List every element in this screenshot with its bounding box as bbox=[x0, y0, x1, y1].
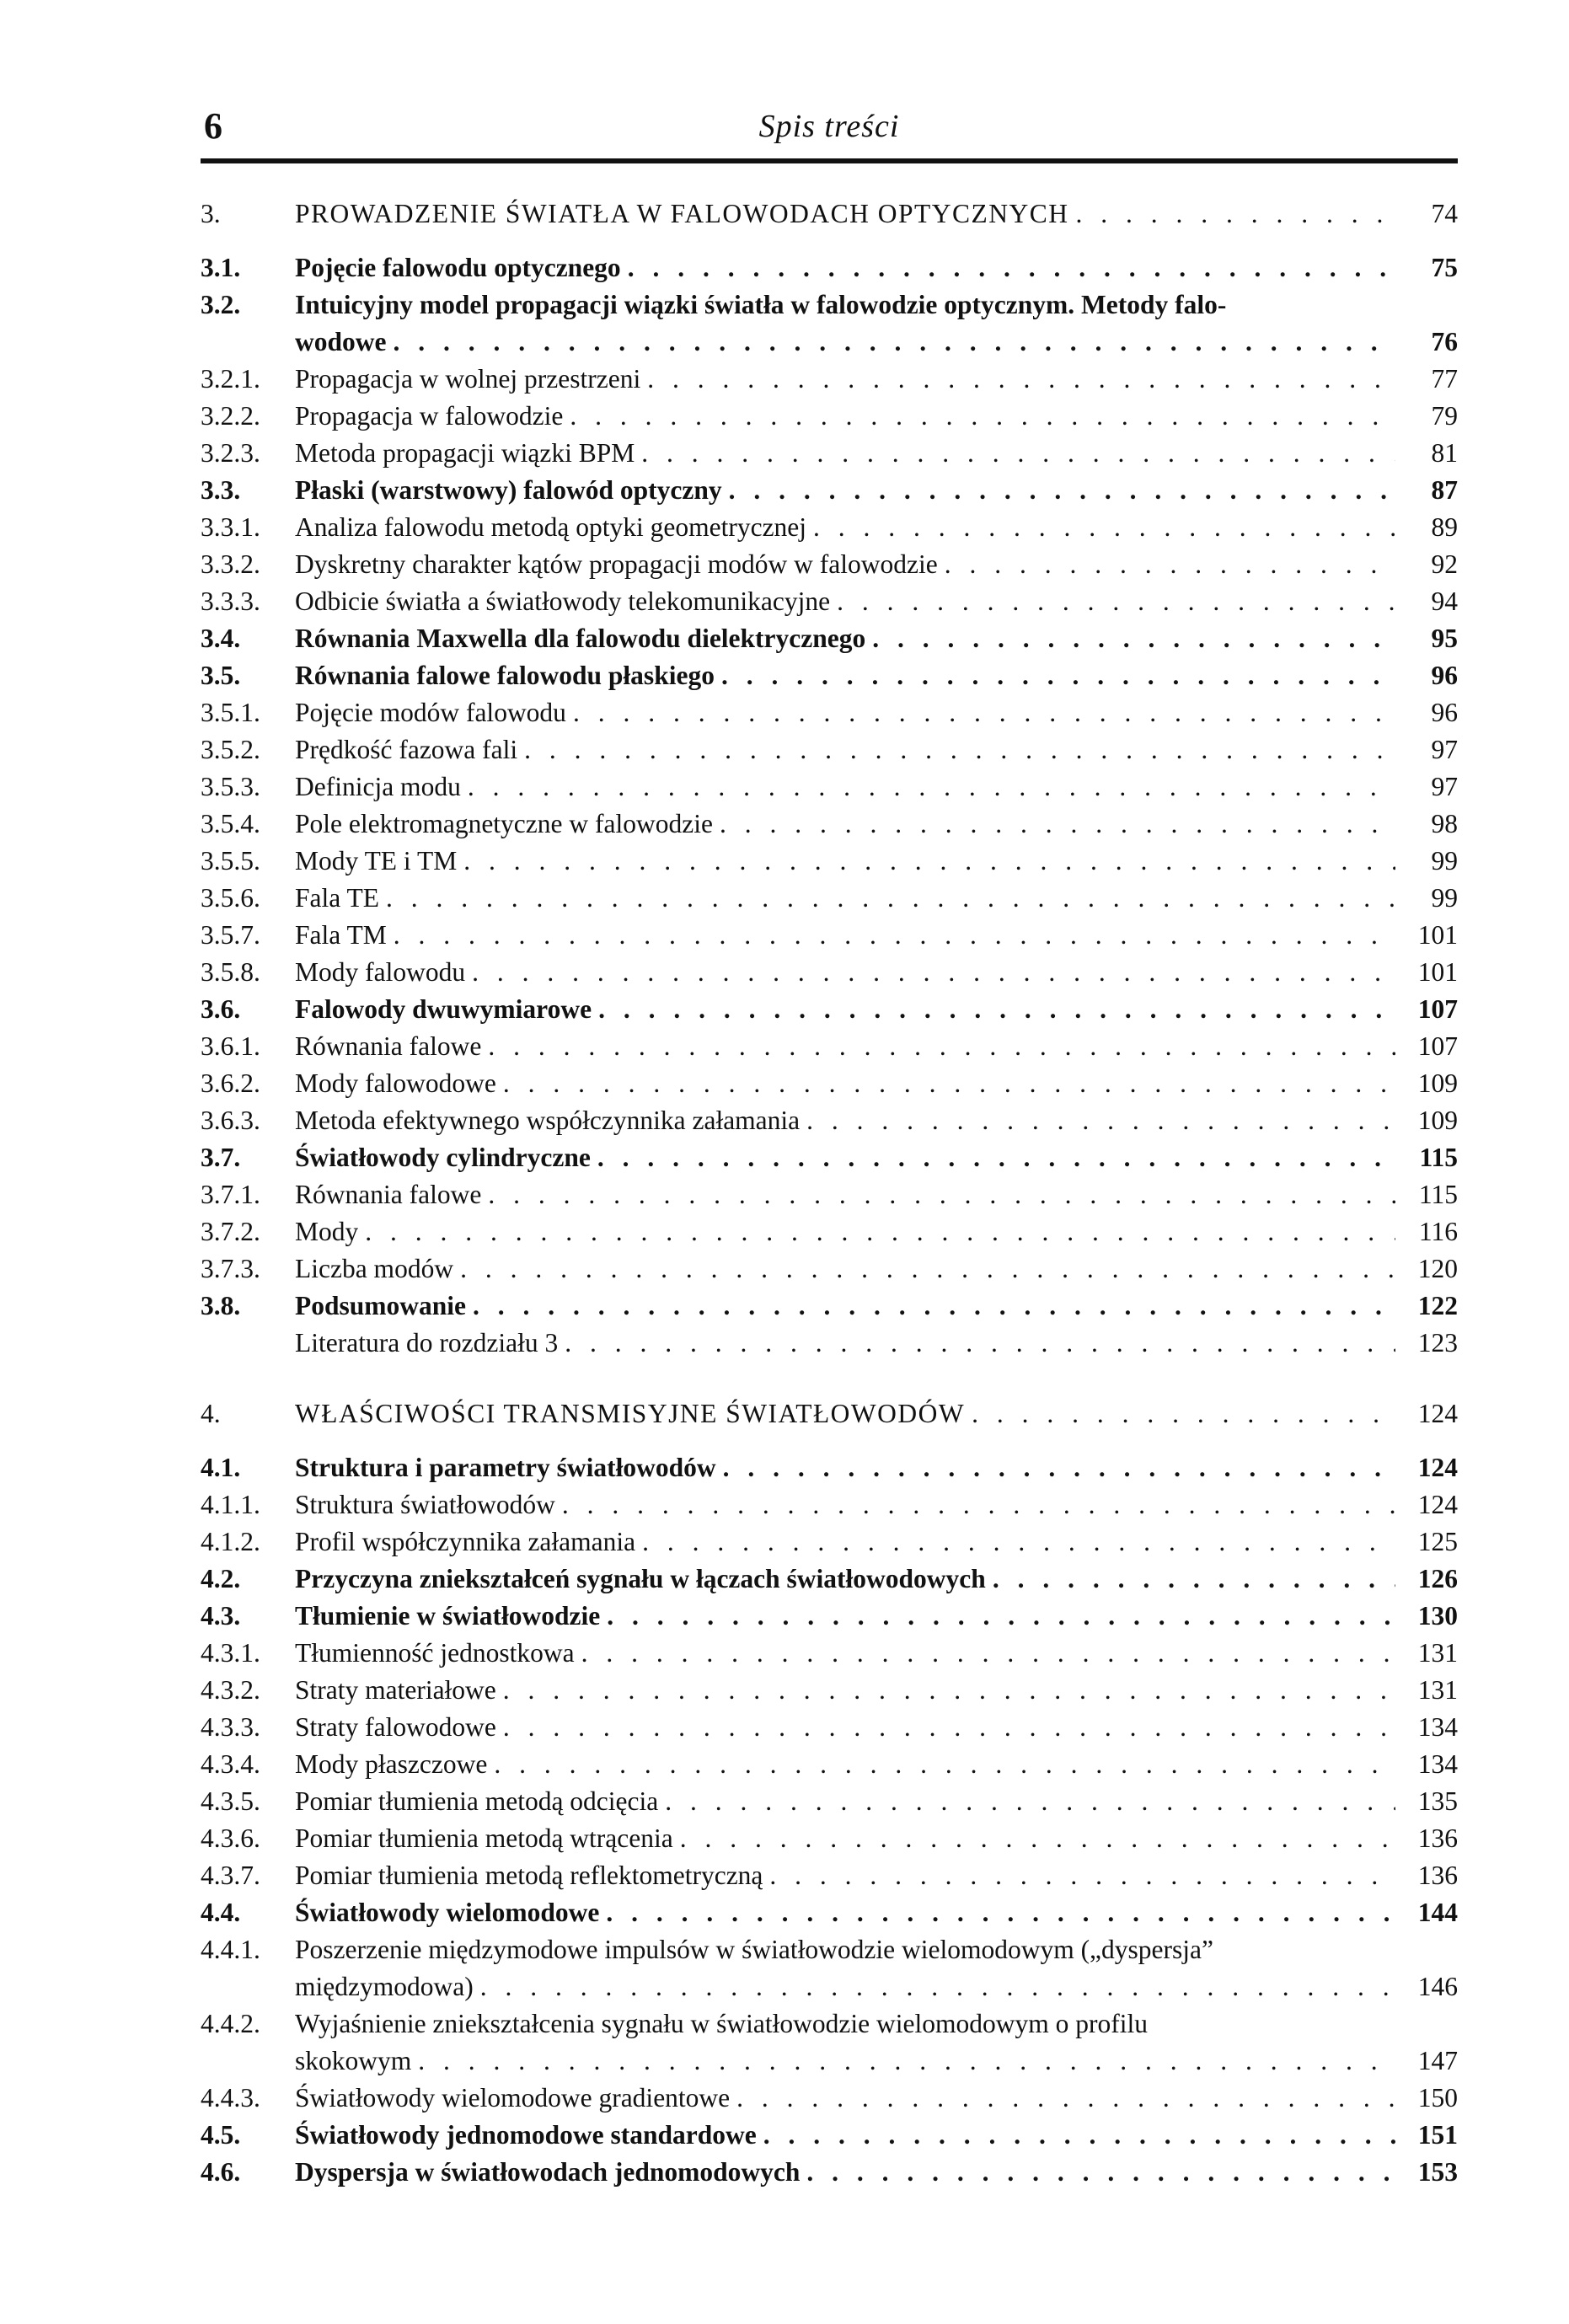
toc-entry-number: 4.4.2. bbox=[201, 2009, 260, 2038]
dot-leader bbox=[986, 1561, 1395, 1598]
toc-entry[interactable] bbox=[201, 2117, 1458, 2154]
toc-entry-title: Propagacja w falowodzie bbox=[295, 401, 564, 431]
toc-entry-page: 92 bbox=[1431, 549, 1458, 579]
toc-entry-number: 3.7.3. bbox=[201, 1254, 260, 1283]
dot-leader bbox=[481, 1028, 1395, 1065]
toc-entry-title: Mody płaszczowe bbox=[295, 1749, 488, 1779]
dot-leader bbox=[713, 806, 1395, 843]
toc-entry-title: Światłowody wielomodowe bbox=[295, 1898, 600, 1927]
dot-leader bbox=[575, 1635, 1395, 1672]
toc-entry-page: 150 bbox=[1417, 2083, 1458, 2112]
dot-leader bbox=[800, 1102, 1395, 1139]
toc-entry[interactable] bbox=[201, 361, 1458, 398]
toc-entry[interactable] bbox=[201, 694, 1458, 731]
toc-entry[interactable] bbox=[201, 954, 1458, 991]
toc-entry-page: 79 bbox=[1431, 401, 1458, 431]
dot-leader bbox=[465, 954, 1395, 991]
toc-entry-page: 124 bbox=[1417, 1490, 1458, 1519]
dot-leader bbox=[496, 1065, 1395, 1102]
toc-entry[interactable] bbox=[201, 1931, 1458, 2005]
toc-entry-page: 126 bbox=[1417, 1564, 1458, 1593]
toc-entry[interactable] bbox=[201, 1449, 1458, 1486]
toc-entry-title: Tłumienie w światłowodzie bbox=[295, 1601, 601, 1631]
toc-entry-number: 3.3.2. bbox=[201, 549, 260, 579]
toc-entry-number: 3.3. bbox=[201, 475, 241, 505]
toc-entry-number: 3.6. bbox=[201, 994, 241, 1024]
toc-entry-page: 144 bbox=[1417, 1898, 1458, 1927]
toc-entry[interactable] bbox=[201, 657, 1458, 694]
toc-entry-number: 4.4. bbox=[201, 1898, 241, 1927]
dot-leader bbox=[635, 435, 1395, 472]
toc-entry-page: 94 bbox=[1431, 586, 1458, 616]
dot-leader bbox=[621, 249, 1395, 286]
toc-entry-page: 131 bbox=[1417, 1638, 1458, 1668]
toc-entry-page: 109 bbox=[1417, 1106, 1458, 1135]
toc-entry-number: 4.4.3. bbox=[201, 2083, 260, 2112]
toc-entry-title: Falowody dwuwymiarowe bbox=[295, 994, 592, 1024]
toc-entry-page: 75 bbox=[1431, 253, 1458, 282]
toc-entry[interactable] bbox=[201, 1176, 1458, 1213]
toc-entry-number: 3.1. bbox=[201, 253, 241, 282]
toc-entry-number: 3.3.3. bbox=[201, 586, 260, 616]
toc-entry-page: 147 bbox=[1417, 2046, 1458, 2075]
toc-entry-title: Światłowody cylindryczne bbox=[295, 1143, 591, 1172]
toc-entry[interactable] bbox=[201, 1250, 1458, 1288]
toc-entry-page: 89 bbox=[1431, 512, 1458, 542]
toc-entry-title: Dyskretny charakter kątów propagacji modów w falowodzie bbox=[295, 549, 938, 579]
toc-entry-number: 3.6.2. bbox=[201, 1068, 260, 1098]
dot-leader bbox=[387, 324, 1396, 361]
dot-leader bbox=[965, 1395, 1395, 1432]
toc-entry-number: 3.4. bbox=[201, 624, 241, 653]
header-rule bbox=[201, 158, 1458, 163]
toc-entry[interactable] bbox=[201, 806, 1458, 843]
toc-entry-number: 4.5. bbox=[201, 2120, 241, 2150]
toc-entry-number: 4.1.1. bbox=[201, 1490, 260, 1519]
toc-entry-page: 97 bbox=[1431, 735, 1458, 764]
toc-entry-title: Pomiar tłumienia metodą reflektometryczną bbox=[295, 1861, 763, 1890]
toc-entry-number: 3.5.8. bbox=[201, 957, 260, 987]
dot-leader bbox=[715, 657, 1395, 694]
dot-leader bbox=[716, 1449, 1395, 1486]
dot-leader bbox=[1068, 195, 1395, 233]
toc-entry-title: Mody falowodu bbox=[295, 957, 466, 987]
toc-entry[interactable] bbox=[201, 731, 1458, 768]
toc-entry-title: Pojęcie falowodu optycznego bbox=[295, 253, 621, 282]
toc-entry-number: 3.7. bbox=[201, 1143, 241, 1172]
toc-entry[interactable] bbox=[201, 1523, 1458, 1561]
toc-entry-title: Płaski (warstwowy) falowód optyczny bbox=[295, 475, 722, 505]
toc-entry-title: Podsumowanie bbox=[295, 1291, 467, 1320]
toc-entry-title-line1: Poszerzenie międzymodowe impulsów w światłowodzie wielomodowym („dyspersja” bbox=[295, 1935, 1213, 1964]
dot-leader bbox=[563, 398, 1395, 435]
toc-entry-page: 135 bbox=[1417, 1786, 1458, 1816]
toc-entry-number: 3.5.6. bbox=[201, 883, 260, 913]
toc-entry-title: Fala TM bbox=[295, 920, 387, 950]
dot-leader bbox=[673, 1820, 1395, 1857]
dot-leader bbox=[481, 1176, 1395, 1213]
toc-entry[interactable] bbox=[201, 1783, 1458, 1820]
dot-leader bbox=[763, 1857, 1395, 1894]
toc-entry-page: 74 bbox=[1431, 199, 1458, 228]
toc-entry-number: 3.5.5. bbox=[201, 846, 260, 876]
dot-leader bbox=[865, 620, 1395, 657]
toc-entry[interactable] bbox=[201, 1139, 1458, 1176]
toc-entry-title: Pomiar tłumienia metodą wtrącenia bbox=[295, 1823, 673, 1853]
toc-entry[interactable] bbox=[201, 1486, 1458, 1523]
toc-entry-title: Prędkość fazowa fali bbox=[295, 735, 518, 764]
toc-entry-page: 101 bbox=[1417, 920, 1458, 950]
toc-entry-number: 4.3.4. bbox=[201, 1749, 260, 1779]
toc-entry-title: Straty falowodowe bbox=[295, 1712, 496, 1742]
dot-leader bbox=[640, 361, 1395, 398]
toc-entry-page: 125 bbox=[1417, 1527, 1458, 1556]
toc-entry-number: 3.2.3. bbox=[201, 438, 260, 468]
dot-leader bbox=[757, 2117, 1395, 2154]
toc-entry-title: Straty materiałowe bbox=[295, 1675, 496, 1705]
toc-entry-page: 109 bbox=[1417, 1068, 1458, 1098]
toc-entry[interactable] bbox=[201, 1857, 1458, 1894]
toc-entry[interactable] bbox=[201, 1288, 1458, 1325]
toc-entry[interactable] bbox=[201, 1709, 1458, 1746]
toc-entry-title: PROWADZENIE ŚWIATŁA W FALOWODACH OPTYCZNYCH bbox=[295, 199, 1069, 228]
toc-entry-title: Mody bbox=[295, 1217, 359, 1246]
toc-entry-page: 99 bbox=[1431, 846, 1458, 876]
toc-entry-title: Propagacja w wolnej przestrzeni bbox=[295, 364, 641, 394]
dot-leader bbox=[635, 1523, 1395, 1561]
toc-entry[interactable] bbox=[201, 2080, 1458, 2117]
toc-entry-title-line1: Wyjaśnienie zniekształcenia sygnału w światłowodzie wielomodowym o profilu bbox=[295, 2009, 1148, 2038]
toc-entry-page: 97 bbox=[1431, 772, 1458, 801]
toc-entry-number: 3.7.2. bbox=[201, 1217, 260, 1246]
toc-entry-title: Mody falowodowe bbox=[295, 1068, 496, 1098]
toc-entry-page: 87 bbox=[1431, 475, 1458, 505]
toc-entry-number: 3.3.1. bbox=[201, 512, 260, 542]
dot-leader bbox=[496, 1709, 1395, 1746]
toc-entry[interactable] bbox=[201, 398, 1458, 435]
toc-entry-title: Liczba modów bbox=[295, 1254, 454, 1283]
toc-entry-page: 76 bbox=[1431, 327, 1458, 356]
toc-entry[interactable] bbox=[201, 1561, 1458, 1598]
toc-entry-number: 4.3.3. bbox=[201, 1712, 260, 1742]
toc-entry[interactable] bbox=[201, 195, 1458, 233]
toc-entry[interactable] bbox=[201, 1598, 1458, 1635]
dot-leader bbox=[496, 1672, 1395, 1709]
toc-entry[interactable] bbox=[201, 768, 1458, 806]
toc-entry[interactable] bbox=[201, 509, 1458, 546]
toc-entry[interactable] bbox=[201, 1325, 1458, 1362]
toc-entry-number: 3.8. bbox=[201, 1291, 241, 1320]
toc-entry-title: Definicja modu bbox=[295, 772, 461, 801]
toc-entry-number: 3.2.1. bbox=[201, 364, 260, 394]
toc-entry-page: 81 bbox=[1431, 438, 1458, 468]
toc-entry-page: 107 bbox=[1417, 1031, 1458, 1061]
toc-entry-title: Przyczyna zniekształceń sygnału w łączach światłowodowych bbox=[295, 1564, 986, 1593]
toc-entry-title: wodowe bbox=[295, 327, 387, 356]
toc-entry-title: Dyspersja w światłowodach jednomodowych bbox=[295, 2157, 801, 2187]
toc-entry-title: skokowym bbox=[295, 2046, 412, 2075]
toc-entry-number: 3.5. bbox=[201, 661, 241, 690]
toc-entry-number: 4.1. bbox=[201, 1453, 241, 1482]
toc-entry-title: WŁAŚCIWOŚCI TRANSMISYJNE ŚWIATŁOWODÓW bbox=[295, 1399, 966, 1428]
toc-entry-number: 3.6.3. bbox=[201, 1106, 260, 1135]
toc-entry-title: Analiza falowodu metodą optyki geometrycznej bbox=[295, 512, 807, 542]
dot-leader bbox=[658, 1783, 1395, 1820]
toc-entry-number: 3.5.1. bbox=[201, 698, 260, 727]
toc-entry[interactable] bbox=[201, 1102, 1458, 1139]
dot-leader bbox=[938, 546, 1395, 583]
toc-entry-number: 4.3.5. bbox=[201, 1786, 260, 1816]
toc-entry-title: Profil współczynnika załamania bbox=[295, 1527, 636, 1556]
toc-entry[interactable] bbox=[201, 435, 1458, 472]
toc-entry-page: 153 bbox=[1417, 2157, 1458, 2187]
toc-entry-title: Literatura do rozdziału 3 bbox=[295, 1328, 559, 1357]
toc-entry-number: 3.6.1. bbox=[201, 1031, 260, 1061]
toc-entry-number: 4.3.1. bbox=[201, 1638, 260, 1668]
toc-entry-title: Światłowody wielomodowe gradientowe bbox=[295, 2083, 731, 2112]
toc-entry-page: 115 bbox=[1419, 1143, 1458, 1172]
toc-entry[interactable] bbox=[201, 2154, 1458, 2191]
toc-entry-number: 4. bbox=[201, 1399, 221, 1428]
page-header bbox=[201, 101, 1458, 152]
toc-entry[interactable] bbox=[201, 1746, 1458, 1783]
toc-entry[interactable] bbox=[201, 1672, 1458, 1709]
toc-entry-title: Równania falowe bbox=[295, 1031, 482, 1061]
toc-entry-title: Równania Maxwella dla falowodu dielektrycznego bbox=[295, 624, 866, 653]
toc-entry-number: 4.4.1. bbox=[201, 1935, 260, 1964]
toc-entry-title: międzymodowa) bbox=[295, 1972, 474, 2001]
dot-leader bbox=[358, 1213, 1395, 1250]
dot-leader bbox=[558, 1325, 1395, 1362]
toc-entry[interactable] bbox=[201, 1894, 1458, 1931]
toc-entry-title: Struktura i parametry światłowodów bbox=[295, 1453, 716, 1482]
table-of-contents bbox=[201, 192, 1458, 2191]
dot-leader bbox=[487, 1746, 1395, 1783]
toc-entry-page: 99 bbox=[1431, 883, 1458, 913]
dot-leader bbox=[830, 583, 1395, 620]
toc-entry-page: 123 bbox=[1417, 1328, 1458, 1357]
toc-entry-number: 3.5.2. bbox=[201, 735, 260, 764]
toc-entry[interactable] bbox=[201, 1395, 1458, 1432]
toc-entry-page: 96 bbox=[1431, 661, 1458, 690]
toc-entry-page: 151 bbox=[1417, 2120, 1458, 2150]
dot-leader bbox=[800, 2154, 1395, 2191]
toc-entry-title: Pojęcie modów falowodu bbox=[295, 698, 566, 727]
toc-entry[interactable] bbox=[201, 620, 1458, 657]
toc-entry-number: 3.2.2. bbox=[201, 401, 260, 431]
toc-entry-page: 124 bbox=[1417, 1453, 1458, 1482]
toc-entry-number: 4.3. bbox=[201, 1601, 241, 1631]
toc-entry-number: 4.2. bbox=[201, 1564, 241, 1593]
dot-leader bbox=[600, 1598, 1395, 1635]
dot-leader bbox=[591, 1139, 1395, 1176]
toc-entry[interactable] bbox=[201, 1065, 1458, 1102]
toc-entry-page: 116 bbox=[1418, 1217, 1458, 1246]
toc-entry-page: 107 bbox=[1417, 994, 1458, 1024]
toc-entry-page: 130 bbox=[1417, 1601, 1458, 1631]
toc-entry-number: 4.3.2. bbox=[201, 1675, 260, 1705]
toc-entry[interactable] bbox=[201, 843, 1458, 880]
toc-entry-title-line1: Intuicyjny model propagacji wiązki światła w falowodzie optycznym. Metody falo- bbox=[295, 290, 1227, 319]
toc-entry[interactable] bbox=[201, 1213, 1458, 1250]
running-title: Spis treści bbox=[758, 109, 900, 144]
toc-entry-number: 3.5.7. bbox=[201, 920, 260, 950]
toc-entry[interactable] bbox=[201, 472, 1458, 509]
dot-leader bbox=[411, 2043, 1395, 2080]
dot-leader bbox=[461, 768, 1395, 806]
dot-leader bbox=[517, 731, 1395, 768]
toc-entry-page: 115 bbox=[1418, 1180, 1458, 1209]
toc-entry-page: 96 bbox=[1431, 698, 1458, 727]
toc-entry-title: Równania falowe falowodu płaskiego bbox=[295, 661, 715, 690]
dot-leader bbox=[592, 991, 1395, 1028]
toc-entry[interactable] bbox=[201, 249, 1458, 286]
toc-entry[interactable] bbox=[201, 1635, 1458, 1672]
toc-entry-title: Fala TE bbox=[295, 883, 380, 913]
toc-entry[interactable] bbox=[201, 546, 1458, 583]
dot-leader bbox=[730, 2080, 1395, 2117]
dot-leader bbox=[453, 1250, 1395, 1288]
toc-entry-title: Metoda efektywnego współczynnika załamania bbox=[295, 1106, 801, 1135]
toc-entry-page: 134 bbox=[1417, 1749, 1458, 1779]
toc-entry[interactable] bbox=[201, 286, 1458, 361]
toc-entry[interactable] bbox=[201, 991, 1458, 1028]
toc-entry-title: Pomiar tłumienia metodą odcięcia bbox=[295, 1786, 659, 1816]
toc-entry-title: Światłowody jednomodowe standardowe bbox=[295, 2120, 757, 2150]
dot-leader bbox=[555, 1486, 1395, 1523]
toc-entry[interactable] bbox=[201, 1028, 1458, 1065]
dot-leader bbox=[457, 843, 1395, 880]
toc-entry-number: 3.5.4. bbox=[201, 809, 260, 838]
toc-entry-page: 120 bbox=[1417, 1254, 1458, 1283]
toc-entry-page: 136 bbox=[1417, 1823, 1458, 1853]
toc-entry-title: Równania falowe bbox=[295, 1180, 482, 1209]
toc-entry-page: 95 bbox=[1431, 624, 1458, 653]
toc-entry[interactable] bbox=[201, 1820, 1458, 1857]
toc-entry-page: 124 bbox=[1417, 1399, 1458, 1428]
toc-entry-page: 98 bbox=[1431, 809, 1458, 838]
toc-entry-page: 146 bbox=[1417, 1972, 1458, 2001]
toc-entry-page: 131 bbox=[1417, 1675, 1458, 1705]
toc-entry-title: Mody TE i TM bbox=[295, 846, 458, 876]
toc-entry-page: 101 bbox=[1417, 957, 1458, 987]
toc-entry-title: Metoda propagacji wiązki BPM bbox=[295, 438, 635, 468]
toc-entry[interactable] bbox=[201, 2005, 1458, 2080]
toc-entry-page: 136 bbox=[1417, 1861, 1458, 1890]
toc-entry-number: 4.3.7. bbox=[201, 1861, 260, 1890]
toc-entry-number: 4.3.6. bbox=[201, 1823, 260, 1853]
toc-entry[interactable] bbox=[201, 880, 1458, 917]
toc-entry-title: Struktura światłowodów bbox=[295, 1490, 555, 1519]
dot-leader bbox=[566, 694, 1395, 731]
toc-entry-number: 3.7.1. bbox=[201, 1180, 260, 1209]
dot-leader bbox=[722, 472, 1395, 509]
toc-entry[interactable] bbox=[201, 583, 1458, 620]
toc-entry-number: 3.5.3. bbox=[201, 772, 260, 801]
toc-entry[interactable] bbox=[201, 917, 1458, 954]
dot-leader bbox=[474, 1968, 1395, 2005]
toc-entry-title: Odbicie światła a światłowody telekomunikacyjne bbox=[295, 586, 831, 616]
dot-leader bbox=[806, 509, 1395, 546]
dot-leader bbox=[599, 1894, 1395, 1931]
toc-entry-page: 77 bbox=[1431, 364, 1458, 394]
dot-leader bbox=[379, 880, 1395, 917]
toc-entry-title: Tłumienność jednostkowa bbox=[295, 1638, 575, 1668]
dot-leader bbox=[387, 917, 1395, 954]
toc-entry-number: 3.2. bbox=[201, 290, 241, 319]
toc-entry-number: 4.1.2. bbox=[201, 1527, 260, 1556]
toc-entry-page: 134 bbox=[1417, 1712, 1458, 1742]
dot-leader bbox=[466, 1288, 1395, 1325]
toc-entry-number: 4.6. bbox=[201, 2157, 241, 2187]
toc-entry-number: 3. bbox=[201, 199, 221, 228]
toc-entry-title: Pole elektromagnetyczne w falowodzie bbox=[295, 809, 713, 838]
toc-entry-page: 122 bbox=[1417, 1291, 1458, 1320]
page-number: 6 bbox=[204, 105, 222, 147]
